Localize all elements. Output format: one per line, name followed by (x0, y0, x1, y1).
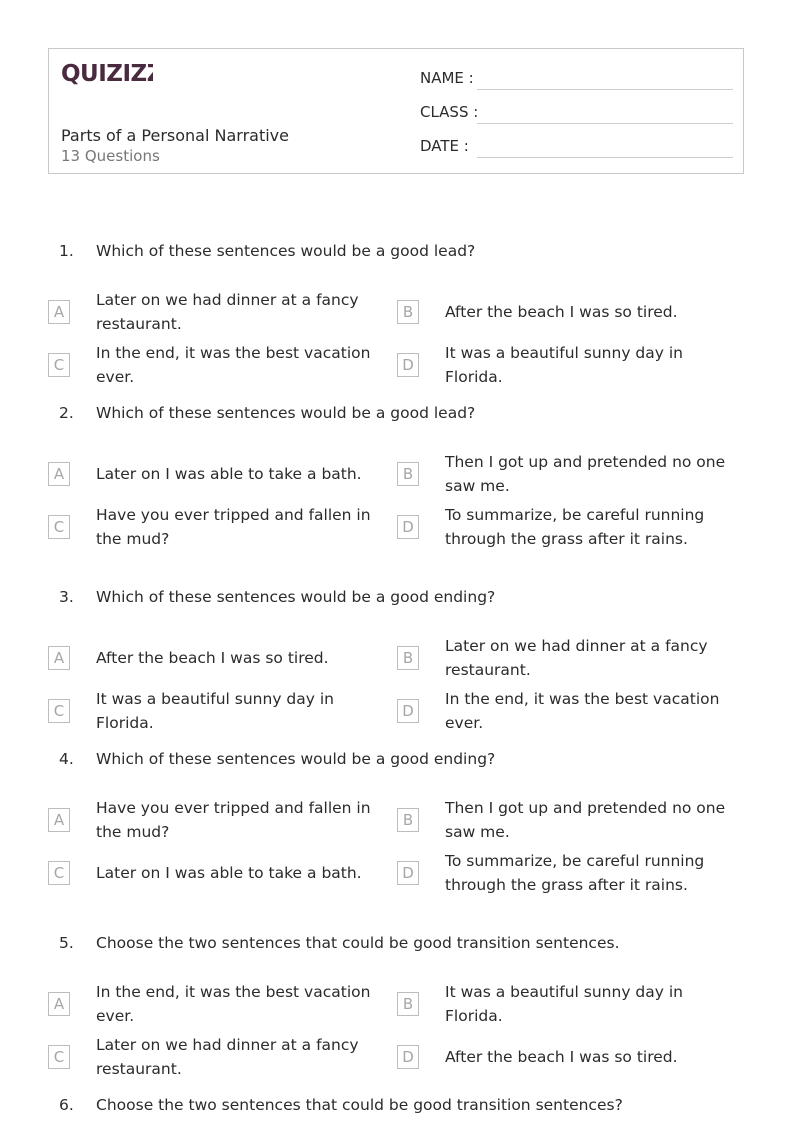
option-c-text: Have you ever tripped and fallen in the mud? (96, 506, 371, 548)
option-b-box[interactable]: B (397, 646, 419, 670)
option-c-box[interactable]: C (48, 861, 70, 885)
option-d-text: It was a beautiful sunny day in Florida. (445, 344, 683, 386)
option-a-box[interactable]: A (48, 462, 70, 486)
option-c-box[interactable]: C (48, 1045, 70, 1069)
option-a-box[interactable]: A (48, 646, 70, 670)
option-b-box[interactable]: B (397, 808, 419, 832)
option-b-text: After the beach I was so tired. (445, 303, 678, 321)
question-text: Which of these sentences would be a good lead? (96, 242, 476, 260)
name-line[interactable] (477, 89, 733, 90)
option-a-box[interactable]: A (48, 808, 70, 832)
option-a-text: Later on I was able to take a bath. (96, 465, 362, 483)
question-count: 13 Questions (61, 147, 160, 165)
date-label: DATE : (420, 137, 469, 155)
option-c-text: Later on I was able to take a bath. (96, 864, 362, 882)
option-c-text: It was a beautiful sunny day in Florida. (96, 690, 334, 732)
question-text: Which of these sentences would be a good ending? (96, 588, 496, 606)
option-d-text: To summarize, be careful running through the grass after it rains. (445, 506, 705, 548)
class-label: CLASS : (420, 103, 479, 121)
option-b-text: Then I got up and pretended no one saw me. (445, 453, 726, 495)
question-number: 2. (59, 404, 74, 422)
option-c-text: Later on we had dinner at a fancy restaurant. (96, 1036, 359, 1078)
option-a-text: Have you ever tripped and fallen in the mud? (96, 799, 371, 841)
question-text: Choose the two sentences that could be good transition sentences? (96, 1096, 623, 1114)
name-label: NAME : (420, 69, 474, 87)
option-c-box[interactable]: C (48, 515, 70, 539)
option-d-box[interactable]: D (397, 699, 419, 723)
question-text: Which of these sentences would be a good ending? (96, 750, 496, 768)
option-c-text: In the end, it was the best vacation ever. (96, 344, 371, 386)
option-d-text: After the beach I was so tired. (445, 1048, 678, 1066)
question-text: Which of these sentences would be a good lead? (96, 404, 476, 422)
option-b-box[interactable]: B (397, 992, 419, 1016)
question-number: 5. (59, 934, 74, 952)
option-d-box[interactable]: D (397, 353, 419, 377)
question-number: 4. (59, 750, 74, 768)
option-b-text: Then I got up and pretended no one saw me. (445, 799, 726, 841)
option-a-text: After the beach I was so tired. (96, 649, 329, 667)
worksheet-title: Parts of a Personal Narrative (61, 126, 289, 145)
option-b-box[interactable]: B (397, 462, 419, 486)
option-c-box[interactable]: C (48, 353, 70, 377)
quizizz-logo-icon (61, 59, 153, 85)
svg-text:QUIZIZZ: QUIZIZZ (61, 61, 153, 85)
option-a-text: In the end, it was the best vacation ever. (96, 983, 371, 1025)
option-d-text: In the end, it was the best vacation ever. (445, 690, 720, 732)
worksheet-header (48, 48, 744, 174)
question-number: 6. (59, 1096, 74, 1114)
option-d-text: To summarize, be careful running through the grass after it rains. (445, 852, 705, 894)
question-text: Choose the two sentences that could be good transition sentences. (96, 934, 620, 952)
date-line[interactable] (477, 157, 733, 158)
quizizz-logo (61, 59, 153, 89)
class-line[interactable] (477, 123, 733, 124)
option-d-box[interactable]: D (397, 1045, 419, 1069)
option-d-box[interactable]: D (397, 515, 419, 539)
question-number: 1. (59, 242, 74, 260)
question-number: 3. (59, 588, 74, 606)
option-a-box[interactable]: A (48, 992, 70, 1016)
option-b-text: Later on we had dinner at a fancy restaurant. (445, 637, 708, 679)
option-a-text: Later on we had dinner at a fancy restaurant. (96, 291, 359, 333)
option-a-box[interactable]: A (48, 300, 70, 324)
option-c-box[interactable]: C (48, 699, 70, 723)
option-d-box[interactable]: D (397, 861, 419, 885)
option-b-box[interactable]: B (397, 300, 419, 324)
option-b-text: It was a beautiful sunny day in Florida. (445, 983, 683, 1025)
